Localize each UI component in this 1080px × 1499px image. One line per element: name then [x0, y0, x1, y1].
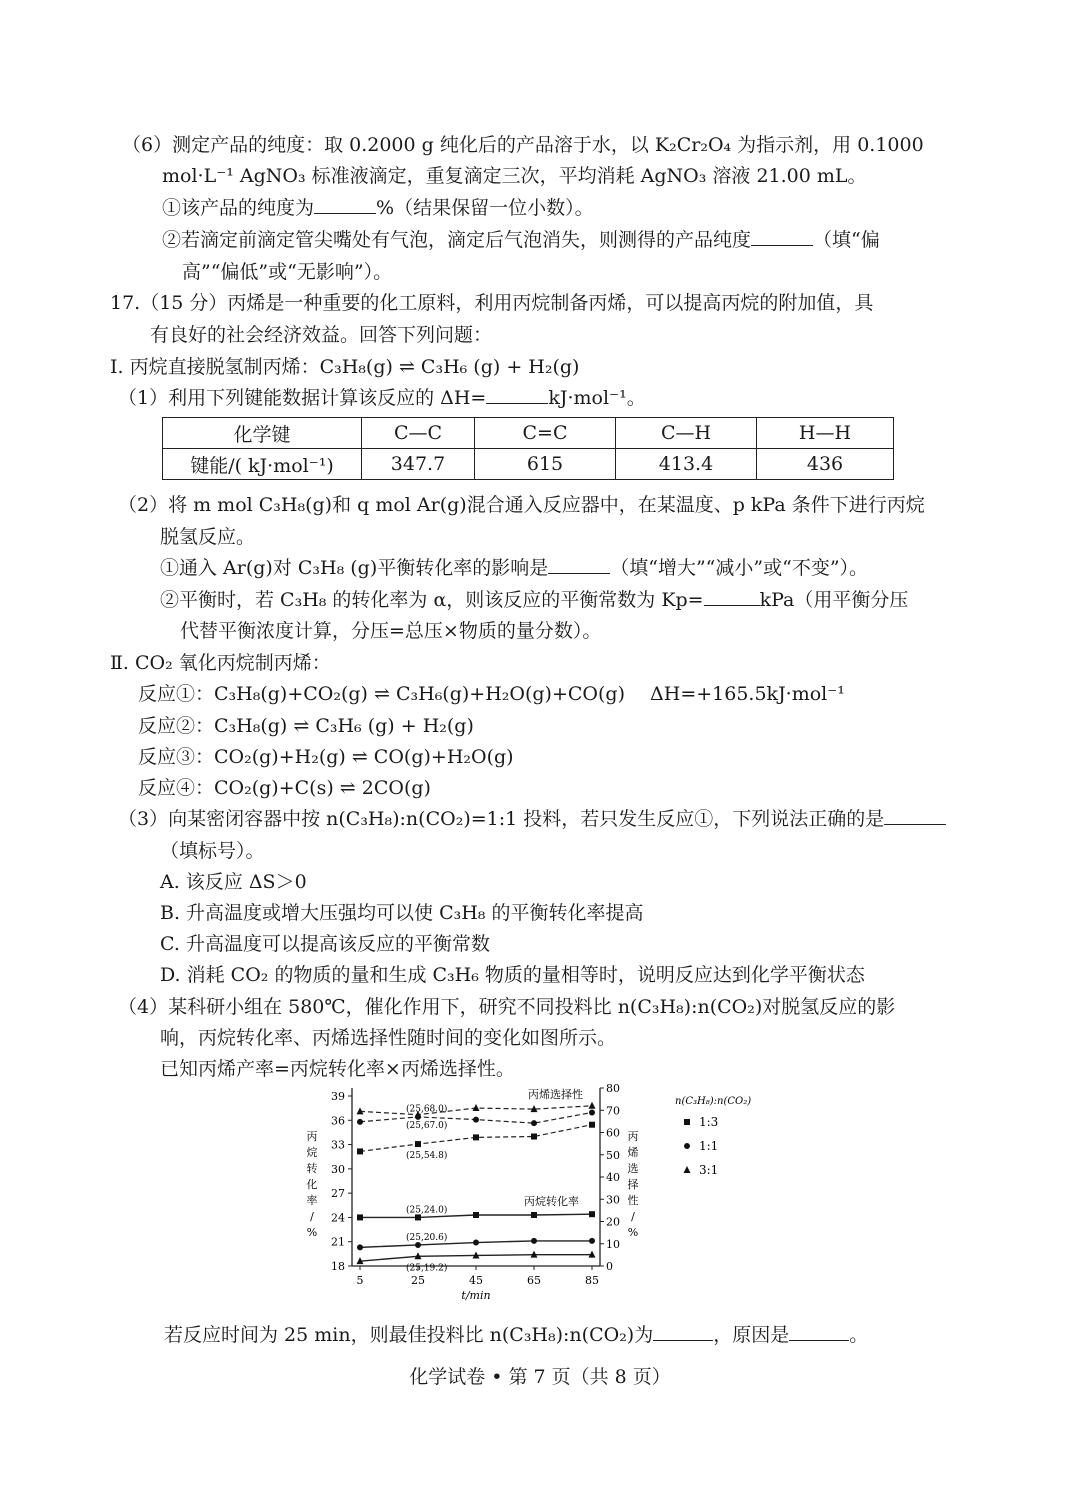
left-tick-label: 18 — [331, 1260, 345, 1273]
table-cell: H—H — [757, 418, 894, 449]
selectivity-point — [357, 1107, 364, 1114]
selectivity-point — [531, 1134, 537, 1140]
right-axis-label: 丙烯选择性/ % — [627, 1130, 639, 1239]
table-cell: C—H — [616, 418, 757, 449]
table-cell: C—C — [362, 418, 475, 449]
table-cell: 436 — [757, 449, 894, 480]
right-tick-label: 20 — [606, 1215, 620, 1229]
point-annotation: (25,20.6) — [406, 1232, 448, 1243]
q17-p2-sub2-text: ②平衡时，若 C₃H₈ 的转化率为 α，则该反应的平衡常数为 Kp= — [160, 589, 704, 611]
legend-item: 1:1 — [699, 1139, 719, 1153]
selectivity-point — [589, 1102, 596, 1109]
answer-blank[interactable] — [486, 385, 548, 404]
right-tick-label: 0 — [606, 1260, 613, 1273]
q17-p4-line2: 响，丙烷转化率、丙烯选择性随时间的变化如图所示。 — [160, 1027, 617, 1049]
right-tick-label: 50 — [606, 1148, 620, 1162]
selectivity-point — [589, 1109, 595, 1115]
q17-p2-sub1 — [160, 555, 868, 581]
right-tick-label: 60 — [606, 1126, 620, 1140]
selectivity-point — [473, 1104, 480, 1111]
bond-energy-table — [162, 417, 894, 480]
q6-line1: （6）测定产品的纯度：取 0.2000 g 纯化后的产品溶于水，以 K₂Cr₂O₄ 为指示剂，用 0.1000 — [122, 134, 924, 156]
legend-marker — [684, 1166, 691, 1173]
q17-p3-line1 — [118, 806, 946, 832]
conversion-point — [473, 1212, 479, 1218]
conversion-point — [589, 1211, 595, 1217]
table-header-row — [163, 418, 894, 449]
right-tick-label: 80 — [606, 1082, 620, 1095]
reaction-1: 反应①：C₃H₈(g)+CO₂(g) ⇌ C₃H₆(g)+H₂O(g)+CO(g) ΔH=+165.5kJ·mol⁻¹ — [138, 683, 845, 705]
q6-line2: mol·L⁻¹ AgNO₃ 标准液滴定，重复滴定三次，平均消耗 AgNO₃ 溶液 21.00 mL。 — [162, 165, 867, 187]
q6-sub2-text: ②若滴定前滴定管尖嘴处有气泡，滴定后气泡消失，则测得的产品纯度 — [162, 229, 752, 251]
part1-title: Ⅰ. 丙烷直接脱氢制丙烯：C₃H₈(g) ⇌ C₃H₆ (g) + H₂(g) — [110, 356, 580, 378]
q17-p2-line2: 脱氢反应。 — [160, 526, 256, 548]
conversion-point — [531, 1212, 537, 1218]
legend-title: n(C₃H₈):n(CO₂) — [675, 1096, 752, 1107]
table-cell: 化学键 — [163, 418, 362, 449]
reaction-2: 反应②：C₃H₈(g) ⇌ C₃H₆ (g) + H₂(g) — [138, 715, 474, 737]
conversion-point — [473, 1240, 479, 1246]
page-footer: 化学试卷 • 第 7 页（共 8 页） — [409, 1366, 671, 1388]
left-axis-label: 丙烷转化率/ % — [306, 1130, 318, 1239]
right-tick-label: 10 — [606, 1237, 620, 1251]
left-tick-label: 33 — [331, 1138, 345, 1152]
option-d: D. 消耗 CO₂ 的物质的量和生成 C₃H₆ 物质的量相等时，说明反应达到化学平衡状态 — [160, 964, 865, 986]
table-cell: 413.4 — [616, 449, 757, 480]
q17-p1-text: （1）利用下列键能数据计算该反应的 ΔH= — [118, 387, 487, 409]
x-tick-label: 85 — [585, 1274, 599, 1287]
left-tick-label: 21 — [331, 1235, 345, 1249]
q6-sub2 — [162, 227, 880, 253]
part2-title: Ⅱ. CO₂ 氧化丙烷制丙烯： — [110, 652, 331, 674]
point-annotation: (25,19.2) — [406, 1263, 448, 1274]
right-tick-label: 40 — [606, 1171, 620, 1184]
right-tick-label: 70 — [606, 1104, 620, 1118]
q17-final-text: 若反应时间为 25 min，则最佳投料比 n(C₃H₈):n(CO₂)为 — [164, 1324, 654, 1346]
q17-final-tail: 。 — [849, 1324, 869, 1346]
table-cell: C=C — [475, 418, 616, 449]
answer-blank[interactable] — [704, 587, 760, 606]
selectivity-point — [415, 1141, 421, 1147]
q17-p2-sub2 — [160, 587, 908, 613]
reaction-4: 反应④：CO₂(g)+C(s) ⇌ 2CO(g) — [138, 777, 431, 799]
selectivity-point — [531, 1120, 537, 1126]
q17-final-mid: ，原因是 — [713, 1324, 790, 1346]
q17-p2-sub1-text: ①通入 Ar(g)对 C₃H₈ (g)平衡转化率的影响是 — [160, 557, 549, 579]
option-a: A. 该反应 ΔS＞0 — [160, 871, 307, 893]
table-cell: 615 — [475, 449, 616, 480]
q17-p2-sub2-line2: 代替平衡浓度计算，分压=总压×物质的量分数）。 — [180, 620, 602, 642]
answer-blank[interactable] — [884, 806, 946, 825]
legend-item: 1:3 — [699, 1115, 719, 1129]
point-annotation: (25,54.8) — [406, 1151, 448, 1162]
left-tick-label: 30 — [331, 1162, 345, 1176]
q6-sub1-tail: %（结果保留一位小数）。 — [376, 197, 594, 219]
answer-blank[interactable] — [789, 1322, 849, 1341]
table-row — [163, 449, 894, 480]
point-annotation: (25,24.0) — [406, 1205, 448, 1216]
point-annotation: (25,67.0) — [406, 1120, 448, 1131]
conversion-point — [357, 1214, 363, 1220]
conversion-point — [589, 1238, 595, 1244]
left-tick-label: 24 — [331, 1211, 345, 1225]
table-cell: 347.7 — [362, 449, 475, 480]
q17-p1-tail: kJ·mol⁻¹。 — [548, 387, 646, 409]
q17-p3-text: （3）向某密闭容器中按 n(C₃H₈):n(CO₂)=1:1 投料，若只发生反应①，下列说法正确的是 — [118, 808, 885, 830]
answer-blank[interactable] — [314, 195, 376, 214]
left-tick-label: 27 — [331, 1187, 345, 1201]
q17-head2: 有良好的社会经济效益。回答下列问题： — [150, 324, 493, 346]
option-b: B. 升高温度或增大压强均可以使 C₃H₈ 的平衡转化率提高 — [160, 902, 644, 924]
answer-blank[interactable] — [653, 1322, 713, 1341]
selectivity-point — [473, 1117, 479, 1123]
q17-final — [164, 1322, 868, 1348]
q17-p2-line1: （2）将 m mol C₃H₈(g)和 q mol Ar(g)混合通入反应器中，在某温度、p kPa 条件下进行丙烷 — [118, 494, 925, 516]
legend-item: 3:1 — [699, 1163, 719, 1177]
x-axis-label: t/min — [461, 1289, 491, 1302]
legend-marker — [684, 1143, 690, 1149]
table-cell: 键能/( kJ·mol⁻¹) — [163, 449, 362, 480]
reaction-3: 反应③：CO₂(g)+H₂(g) ⇌ CO(g)+H₂O(g) — [138, 746, 514, 768]
selectivity-point — [357, 1148, 363, 1154]
conversion-point — [531, 1238, 537, 1244]
answer-blank[interactable] — [548, 555, 610, 574]
answer-blank[interactable] — [751, 227, 813, 246]
conversion-point — [357, 1244, 363, 1250]
q6-sub2-tail: （填“偏 — [813, 229, 880, 251]
selectivity-point — [589, 1122, 595, 1128]
x-tick-label: 25 — [411, 1274, 425, 1287]
q6-sub2-line2: 高”“偏低”或“无影响”）。 — [182, 261, 393, 283]
left-tick-label: 36 — [331, 1114, 345, 1128]
q17-p3-line2: （填标号）。 — [160, 840, 265, 862]
selectivity-point — [357, 1119, 363, 1125]
legend-marker — [684, 1119, 690, 1125]
conversion-selectivity-chart — [290, 1078, 780, 1318]
q17-p2-sub2-tail: kPa（用平衡分压 — [759, 589, 909, 611]
conversion-label: 丙烷转化率 — [524, 1195, 579, 1208]
q17-head1: 17.（15 分）丙烯是一种重要的化工原料，利用丙烷制备丙烯，可以提高丙烷的附加值，具 — [110, 292, 874, 314]
q6-sub1-text: ①该产品的纯度为 — [162, 197, 315, 219]
point-annotation: (25,68.0) — [406, 1104, 448, 1115]
q17-p2-sub1-tail: （填“增大”“减小”或“不变”）。 — [610, 557, 869, 579]
selectivity-point — [473, 1134, 479, 1140]
q17-p1 — [118, 385, 646, 411]
q17-p4-line1: （4）某科研小组在 580℃，催化作用下，研究不同投料比 n(C₃H₈):n(CO₂)对脱氢反应的影 — [118, 996, 896, 1018]
left-tick-label: 39 — [331, 1090, 345, 1103]
option-c: C. 升高温度可以提高该反应的平衡常数 — [160, 933, 490, 955]
x-tick-label: 45 — [469, 1274, 483, 1287]
right-tick-label: 30 — [606, 1193, 620, 1207]
q6-sub1 — [162, 195, 594, 221]
q17-p4-line3: 已知丙烯产率=丙烷转化率×丙烯选择性。 — [160, 1058, 515, 1080]
selectivity-label: 丙烯选择性 — [528, 1087, 583, 1101]
x-tick-label: 65 — [527, 1274, 541, 1287]
x-tick-label: 5 — [356, 1274, 364, 1287]
